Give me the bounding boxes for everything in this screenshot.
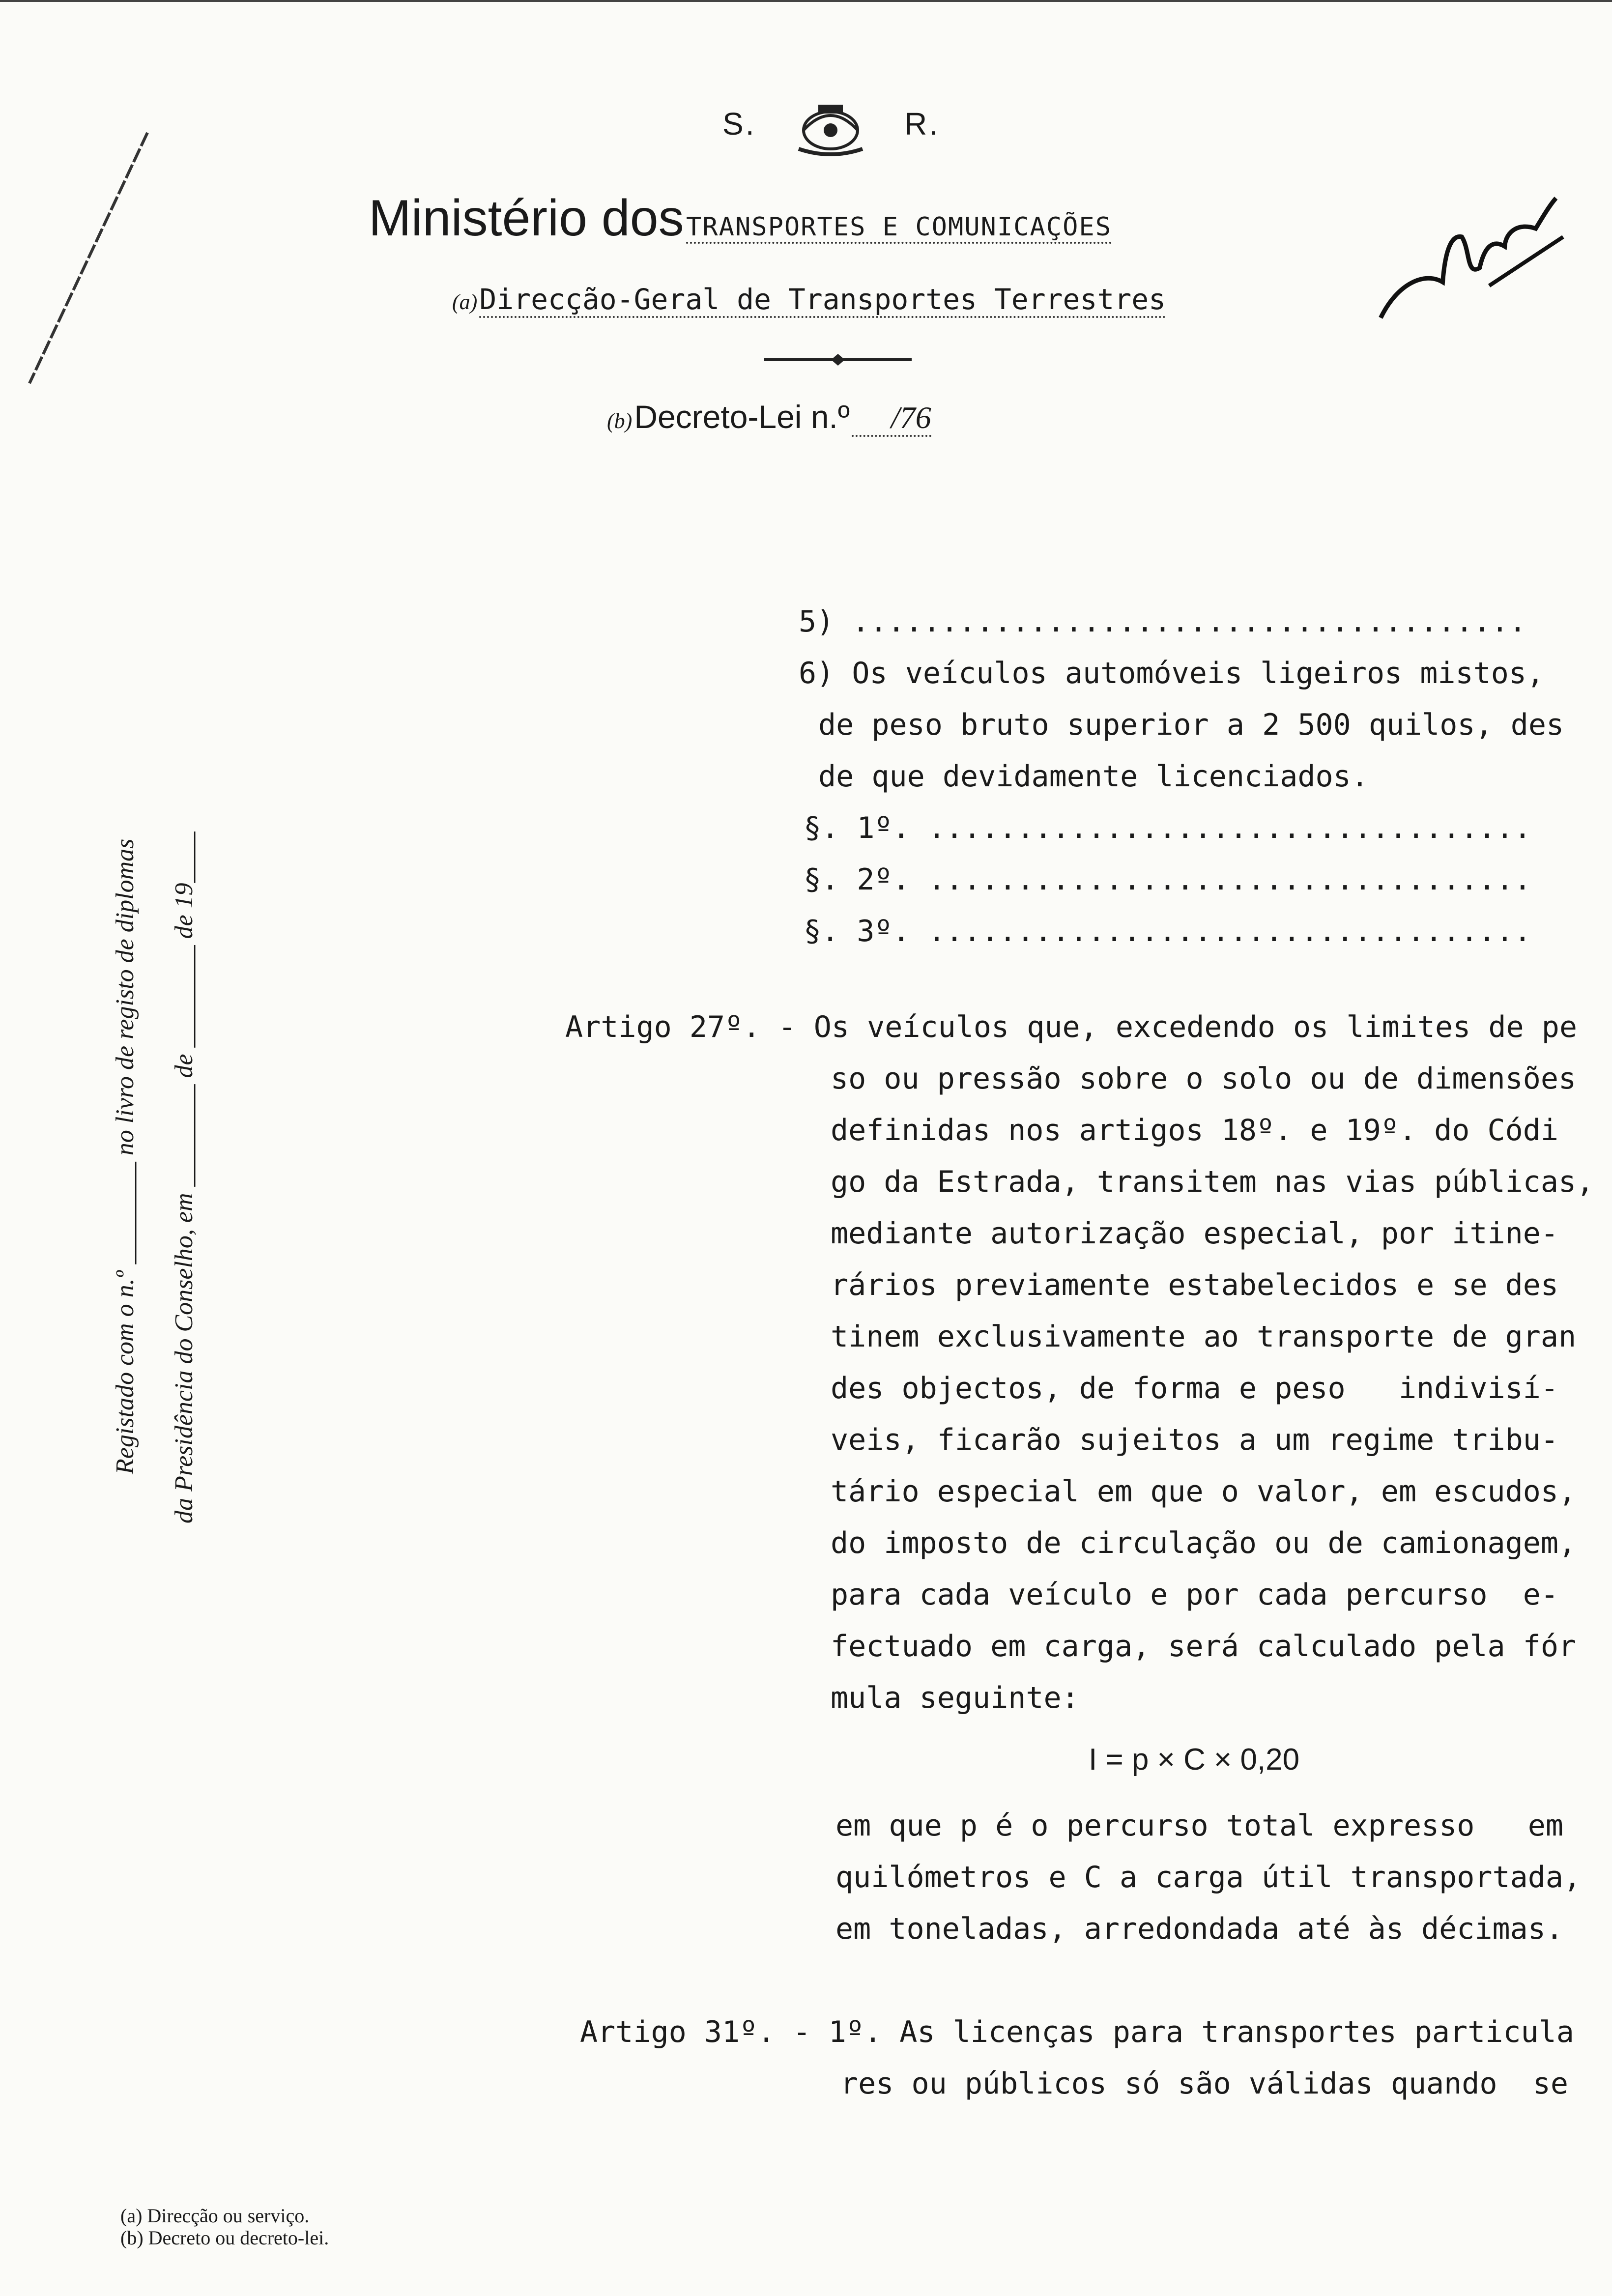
list-line-par3: §. 3º. .................................. <box>804 914 1532 948</box>
margin-note-presidency: da Presidência do Conselho, em ________ de ________ de 19____ <box>170 832 198 1523</box>
art31-lead: Artigo 31º. - 1º. As licenças para transportes particula <box>580 2015 1574 2049</box>
art27-line: go da Estrada, transitem nas vias públicas, <box>831 1165 1594 1199</box>
art27-lead: Artigo 27º. - Os veículos que, excedendo os limites de pe <box>565 1010 1578 1044</box>
decree-prefix: (b) <box>607 409 633 433</box>
art27-line: para cada veículo e por cada percurso e- <box>831 1578 1559 1612</box>
formula: I = p × C × 0,20 <box>1089 1743 1300 1777</box>
art27-line: do imposto de circulação ou de camionagem, <box>831 1526 1577 1560</box>
footnote-a: (a) Direcção ou serviço. <box>120 2205 310 2227</box>
coat-of-arms-icon <box>784 91 877 160</box>
ministry-title <box>369 189 1112 248</box>
art27-line: mula seguinte: <box>831 1681 1079 1715</box>
decree-label: Decreto-Lei n.º <box>634 399 850 435</box>
art27-line: fectuado em carga, será calculado pela fór <box>831 1629 1577 1664</box>
art27-line: veis, ficarão sujeitos a um regime tribu- <box>831 1423 1559 1457</box>
art27-line: tário especial em que o valor, em escudos, <box>831 1474 1577 1509</box>
ornament-divider <box>764 350 912 370</box>
art27-line: so ou pressão sobre o solo ou de dimensões <box>831 1062 1577 1096</box>
after-formula-line: em que p é o percurso total expresso em <box>835 1808 1564 1843</box>
header-letter-r: R. <box>904 106 940 142</box>
decree-line <box>607 398 931 436</box>
decree-number: /76 <box>852 400 931 437</box>
after-formula-line: quilómetros e C a carga útil transportada, <box>835 1860 1582 1894</box>
list-line-6b: de peso bruto superior a 2 500 quilos, des <box>818 708 1564 742</box>
list-line-6c: de que devidamente licenciados. <box>818 759 1369 794</box>
direction-name: Direcção-Geral de Transportes Terrestres <box>479 283 1166 318</box>
direction-line <box>452 283 1166 316</box>
scan-artifact-stroke <box>20 128 157 393</box>
ministry-word: Ministério dos <box>369 190 684 247</box>
ministry-name: TRANSPORTES E COMUNICAÇÕES <box>686 212 1112 244</box>
art27-line: tinem exclusivamente ao transporte de gran <box>831 1320 1577 1354</box>
list-line-5: 5) ...................................... <box>799 604 1527 639</box>
art27-line: des objectos, de forma e peso indivisí- <box>831 1371 1559 1406</box>
art27-line: rários previamente estabelecidos e se des <box>831 1268 1559 1302</box>
list-line-par2: §. 2º. .................................. <box>804 862 1532 897</box>
direction-prefix: (a) <box>452 290 478 314</box>
margin-note-registry: Registado com o n.º ________ no livro de registo de diplomas <box>111 838 139 1474</box>
footnote-b: (b) Decreto ou decreto-lei. <box>120 2227 329 2249</box>
header-letter-s: S. <box>722 106 756 142</box>
signature-mark <box>1354 183 1581 338</box>
art31-line: res ou públicos só são válidas quando se <box>840 2066 1569 2101</box>
list-line-par1: §. 1º. .................................. <box>804 811 1532 845</box>
art27-line: definidas nos artigos 18º. e 19º. do Códi <box>831 1113 1559 1148</box>
after-formula-line: em toneladas, arredondada até às décimas. <box>835 1912 1564 1946</box>
top-rule <box>0 0 1612 2</box>
art27-line: mediante autorização especial, por itine- <box>831 1216 1559 1251</box>
list-line-6: 6) Os veículos automóveis ligeiros mistos, <box>799 656 1545 690</box>
handwritten-signature <box>1354 183 1584 352</box>
